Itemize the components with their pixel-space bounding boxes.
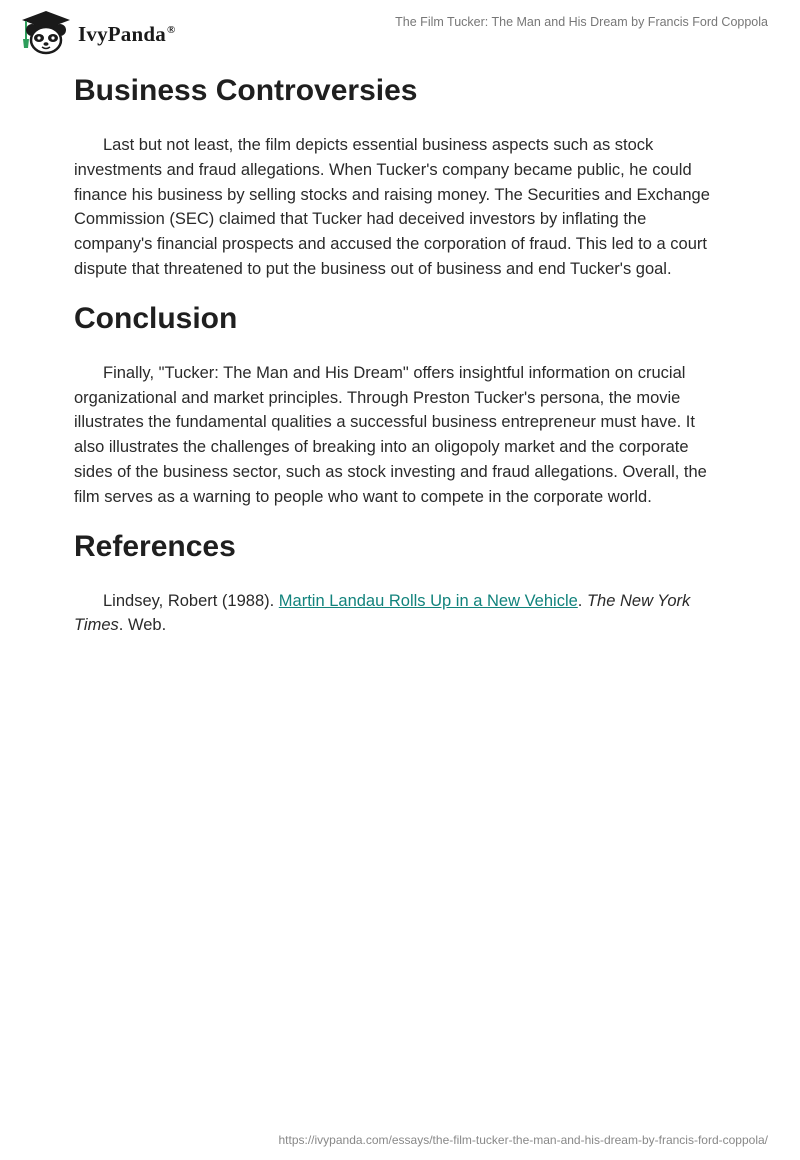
panda-graduate-icon <box>14 8 78 56</box>
paragraph-conclusion: Finally, "Tucker: The Man and His Dream" offers insightful information on crucial organizational and market principles. Through Preston Tucker's persona, the movie illustrates the fundamental qualities a successful business entrepreneur must have. It also illustrates the challenges of breaking into an oligopoly market and the corporate sides of the business sector, such as stock investing and fraud allegations. Overall, the film serves as a warning to people who want to compete in the corporate world. <box>74 363 707 506</box>
reference-author: Lindsey, Robert (1988). <box>103 591 279 610</box>
heading-conclusion: Conclusion <box>74 301 238 335</box>
reference-tail: . Web. <box>118 616 167 635</box>
reference-link[interactable]: Martin Landau Rolls Up in a New Vehicle <box>278 591 578 610</box>
reference-separator: . <box>577 591 587 610</box>
heading-references: References <box>74 529 236 563</box>
footer-url[interactable]: https://ivypanda.com/essays/the-film-tucker-the-man-and-his-dream-by-francis-ford-coppola/ <box>278 1133 768 1147</box>
heading-business-controversies: Business Controversies <box>74 74 418 107</box>
site-logo[interactable] <box>14 8 175 56</box>
reference-publication: The New York Times <box>74 591 691 635</box>
logo-wordmark <box>78 22 175 47</box>
logo-registered-mark: ® <box>166 23 176 36</box>
logo-name: IvyPanda <box>78 21 166 46</box>
document-title: The Film Tucker: The Man and His Dream by Francis Ford Coppola <box>395 15 768 29</box>
paragraph-business-controversies: Last but not least, the film depicts essential business aspects such as stock investments and fraud allegations. When Tucker's company became public, he could finance his business by selling stocks and raising money. The Securities and Exchange Commission (SEC) claimed that Tucker had deceived investors by inflating the company's financial prospects and accused the corporation of fraud. This led to a court dispute that threatened to put the business out of business and end Tucker's goal. <box>74 136 710 278</box>
essay-content <box>74 72 724 638</box>
reference-entry <box>74 589 724 639</box>
